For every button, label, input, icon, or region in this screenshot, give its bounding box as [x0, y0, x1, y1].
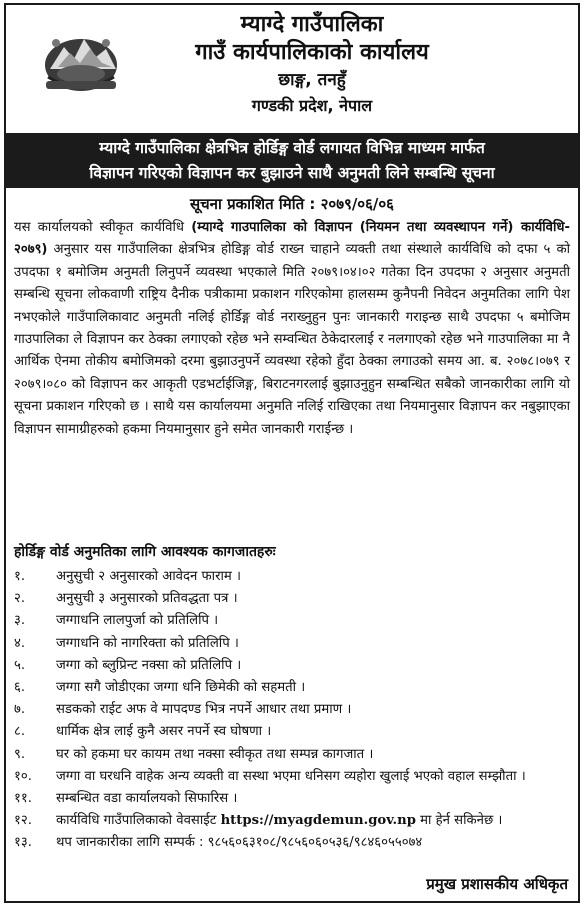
notice-title-banner [6, 133, 578, 188]
contact-numbers: थप जानकारीका लागि सम्पर्क : ९८५६०६३१०८/९८५६०६०५३६/९८४६०५५०७४ [56, 835, 423, 851]
requirements-list [14, 566, 570, 855]
list-item [14, 832, 570, 854]
list-item [14, 610, 570, 632]
body-text: अनुसार यस गाउँपालिका क्षेत्रभित्र होडिङ्ग वोर्ड राख्न चाहाने व्यक्ती तथा संस्थाले कार्यविधि को दफा ५ को उपदफा १ बमोजिम अनुमती लिनुपर्ने व्यवस्था भएकाले मिति २०७९।०४।०२ गतेका दिन उपदफा २ अनुसार अनुमती सम्बन्धि सूचना लोकवाणी राष्ट्रिय दैनीक पत्रीकामा प्रकाशन गरिएकोमा हालसम्म कुनैपनी निवेदन अनुमतिका लागि पेश नभएकोले गाउँपालिकावाट अनुमती नलिई होर्डिङ्ग वोर्ड नराख्नुहुन पुनः जानकारी गराइन्छ साथै उपदफा ५ बमोजिम गाउपालिका ले विज्ञापन कर ठेक्का लगाएको रहेछ भने सम्वन्धित ठेकेदारलाई र नलगाएको रहेछ भने गाउपालिका मा नै आर्थिक ऐनमा तोकीय बमोजिमको दरमा बुझाउनुपर्ने व्यवस्था रहेको हुँदा ठेक्का लगाउको समय आ. ब. २०७८।०७९ र २०७९।०८० को विज्ञापन कर आकृती एडभर्टाईजिङ्ग, बिराटनगरलाई बुझाउनुहुन सम्बन्धित सबैको जानकारीका लागि यो सूचना प्रकाशन गरिएको छ । साथै यस कार्यालयमा अनुमति नलिई राखिएका तथा नियमानुसार विज्ञापन कर नबुझाएका विज्ञापन सामाग्रीहरुको हकमा नियमानुसार हुने समेत जानकारी गराईन्छ । [14, 242, 570, 437]
office-name: गाउँ कार्यपालिकाको कार्यालय [195, 40, 429, 65]
item-number: ९. [14, 746, 26, 762]
item-text: धार्मिक क्षेत्र लाई कुनै असर नपर्ने स्व घोषणा । [56, 724, 272, 740]
header [6, 5, 578, 129]
website-suffix: मा हेर्न सकिनेछ । [415, 813, 503, 829]
item-number: ५. [14, 657, 26, 673]
item-number: ३. [14, 613, 26, 629]
item-text: जग्गा वा घरधनि वाहेक अन्य व्यक्ती वा सस्था भएमा धनिसग व्यहोरा खुलाई भएको वहाल सम्झौता । [56, 768, 526, 784]
municipality-name: म्याग्दे गाउँपालिका [240, 12, 384, 37]
item-text: घर को हकमा घर कायम तथा नक्सा स्वीकृत तथा सम्पन्न कागजात । [56, 746, 374, 762]
office-heading [6, 11, 578, 119]
item-text: जग्गाधनि लालपुर्जा को प्रतिलिपि । [56, 613, 219, 629]
item-number: ११. [14, 791, 32, 807]
list-item [14, 788, 570, 810]
item-number: १०. [14, 768, 32, 784]
item-text: जग्गा सगै जोडीएका जग्गा धनि छिमेकी को सहमती । [56, 680, 306, 696]
item-number: ६. [14, 680, 26, 696]
item-number: १. [14, 569, 26, 584]
notice-body [14, 217, 570, 441]
website-link[interactable]: https://myagdemun.gov.np [220, 813, 416, 829]
list-item [14, 699, 570, 721]
notice-title-line1: म्याग्दे गाउँपालिका क्षेत्रभित्र होर्डिङ्ग वोर्ड लगायत विभिन्न माध्यम मार्फत [99, 139, 485, 157]
province-country: गण्डकी प्रदेश, नेपाल [251, 96, 373, 115]
item-text: अनुसुची २ अनुसारको आवेदन फाराम । [56, 569, 241, 584]
requirements-heading: होर्डिङ्ग वोर्ड अनुमतिका लागि आवश्यक कागजातहरुः [14, 544, 276, 560]
body-intro: यस कार्यालयको स्वीकृत कार्यविधि [14, 220, 192, 235]
item-number: १२. [14, 813, 32, 829]
list-item [14, 633, 570, 655]
signoff-title: प्रमुख प्रशासकीय अधिकृत [426, 875, 568, 893]
item-number: ७. [14, 702, 26, 718]
item-number: ८. [14, 724, 26, 740]
list-item [14, 655, 570, 677]
item-number: १३. [14, 835, 32, 851]
list-item [14, 566, 570, 588]
list-item [14, 744, 570, 766]
item-text: जग्गाधनि को नागरिक्ता को प्रतिलिपि । [56, 635, 239, 651]
procedure-title: (म्याग्दे गाउपालिका को विज्ञापन (नियमन तथा व्यवस्थापन गर्ने) कार्यविधि- २०७९) [14, 220, 571, 258]
item-text: जग्गा को ब्लुप्रिन्ट नक्सा को प्रतिलिपि । [56, 657, 242, 673]
list-item [14, 721, 570, 743]
publication-date: सूचना प्रकाशित मिति : २०७९/०६/०६ [190, 195, 394, 213]
item-number: २. [14, 591, 26, 607]
item-text: अनुसुची ३ अनुसारको प्रतिवद्धता पत्र । [56, 591, 238, 607]
item-text: सम्बन्धित वडा कार्यालयको सिफारिस । [56, 791, 238, 807]
list-item [14, 766, 570, 788]
office-location: छाङ्ग, तनहुँ [278, 70, 346, 90]
list-item [14, 677, 570, 699]
list-item [14, 810, 570, 832]
website-prefix: कार्यविधि गाउँपालिकाको वेवसाईट [56, 813, 221, 829]
list-item [14, 588, 570, 610]
notice-frame [4, 3, 580, 903]
item-text: सडकको राईट अफ वे मापदण्ड भित्र नपर्ने आधार तथा प्रमाण । [56, 702, 352, 718]
notice-title-line2: विज्ञापन गरिएको विज्ञापन कर बुझाउने साथै अनुमती लिने सम्बन्धि सूचना [89, 164, 495, 182]
item-text [56, 810, 570, 832]
item-number: ४. [14, 635, 26, 651]
